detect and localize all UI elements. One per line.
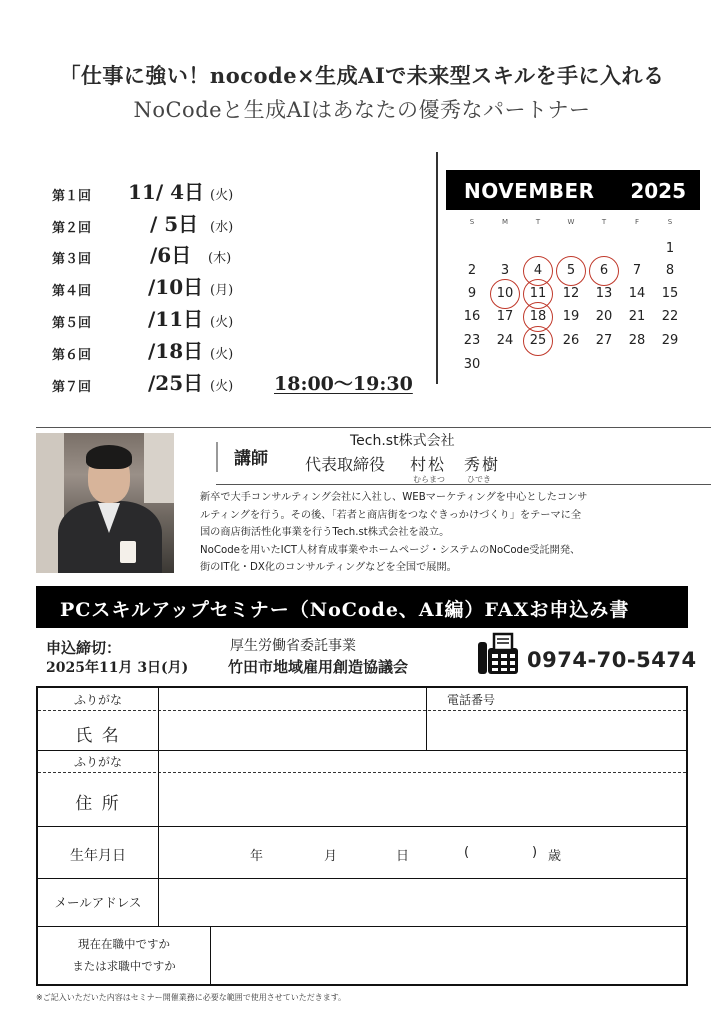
phone-field[interactable] <box>427 711 686 750</box>
calendar-day: 17 <box>496 309 514 324</box>
session-row <box>52 303 432 333</box>
calendar-header <box>446 170 700 210</box>
furigana-label: ふりがな <box>73 755 122 769</box>
session-number: 第６回 <box>52 348 92 363</box>
session-number: 第２回 <box>52 221 92 236</box>
calendar-day: 18 <box>529 309 547 324</box>
calendar-day: 7 <box>632 263 642 278</box>
birth-year-unit: 年 <box>250 849 264 864</box>
divider <box>216 442 218 472</box>
calendar-divider <box>436 152 438 384</box>
session-weekday: (木) <box>208 251 232 266</box>
birthdate-label: 生年月日 <box>70 848 126 864</box>
session-row <box>52 176 432 206</box>
calendar-day: 1 <box>665 241 675 256</box>
session-weekday: (火) <box>210 347 234 362</box>
form-footnote: ※ご記入いただいた内容はセミナー開催業務に必要な範囲で使用させていただきます。 <box>36 993 347 1002</box>
session-number: 第１回 <box>52 189 92 204</box>
application-form <box>36 686 688 986</box>
calendar-day: 23 <box>463 333 481 348</box>
address-field[interactable] <box>159 773 686 826</box>
session-date: /18日 <box>148 339 204 363</box>
calendar-year: 2025 <box>630 179 686 203</box>
birth-day-unit: 日 <box>396 849 410 864</box>
session-row <box>52 239 432 269</box>
instructor-photo <box>36 433 174 573</box>
deadline-date: 2025年11月 3日(月) <box>46 660 189 676</box>
calendar-day: 9 <box>467 286 477 301</box>
session-weekday: (火) <box>210 188 234 203</box>
calendar-day: 6 <box>599 263 609 278</box>
session-row <box>52 271 432 301</box>
address-furigana-field[interactable] <box>159 751 686 772</box>
email-field[interactable] <box>159 879 686 926</box>
employment-field[interactable] <box>211 927 686 986</box>
email-label: メールアドレス <box>54 895 142 910</box>
calendar-day: 29 <box>661 333 679 348</box>
calendar-day: 19 <box>562 309 580 324</box>
deadline-label: 申込締切： <box>46 639 122 657</box>
session-number: 第７回 <box>52 380 92 395</box>
calendar-day: 16 <box>463 309 481 324</box>
weekday-label: S <box>667 218 673 226</box>
fax-machine-icon <box>476 632 520 680</box>
bio-line: 新卒で大手コンサルティング会社に入社し、WEBマーケティングを中心としたコンサ <box>200 492 588 503</box>
session-weekday: (水) <box>210 220 234 235</box>
birth-month-unit: 月 <box>324 849 338 864</box>
instructor-title: 代表取締役 <box>305 455 386 474</box>
calendar-day: 13 <box>595 286 613 301</box>
calendar-day: 30 <box>463 357 481 372</box>
calendar-day: 21 <box>628 309 646 324</box>
fax-banner-title: PCスキルアップセミナー（NoCode、AI編）FAXお申込み書 <box>60 599 630 621</box>
address-label: 住 所 <box>75 794 121 814</box>
calendar-day: 10 <box>496 286 514 301</box>
age-unit: 歳 <box>548 849 562 864</box>
session-date: / 5日 <box>150 212 199 236</box>
session-date: /6日 <box>150 243 192 267</box>
headline: 「仕事に強い！nocode×生成AIで未来型スキルを手に入れる <box>59 63 665 88</box>
name-ruby-family: むらまつ <box>413 475 445 484</box>
fax-banner <box>36 586 688 628</box>
name-ruby-given: ひでき <box>467 475 491 484</box>
session-weekday: (火) <box>210 379 234 394</box>
session-weekday: (月) <box>210 283 234 298</box>
weekday-label: F <box>634 218 640 226</box>
calendar-day: 14 <box>628 286 646 301</box>
calendar-month: NOVEMBER <box>464 179 595 203</box>
subline: NoCodeと生成AIはあなたの優秀なパートナー <box>133 98 591 122</box>
sponsor-name: 竹田市地域雇用創造協議会 <box>228 658 409 676</box>
session-row <box>52 208 432 238</box>
session-date: /25日 <box>148 371 204 395</box>
employment-label: 現在在職中ですか <box>78 937 170 951</box>
session-date: /11日 <box>148 307 204 331</box>
session-number: 第３回 <box>52 252 92 267</box>
weekday-label: T <box>601 218 607 226</box>
fax-number: 0974-70-5474 <box>527 648 697 672</box>
calendar-day: 27 <box>595 333 613 348</box>
age-paren-close: ) <box>532 845 538 860</box>
company-name: Tech.st株式会社 <box>350 433 455 449</box>
calendar-day: 22 <box>661 309 679 324</box>
weekday-label: S <box>469 218 475 226</box>
age-paren-open: ( <box>464 845 470 860</box>
name-field[interactable] <box>159 711 426 750</box>
weekday-label: W <box>567 218 575 226</box>
calendar-day: 11 <box>529 286 547 301</box>
bio-line: 国の商店街活性化事業を行うTech.st株式会社を設立。 <box>200 527 450 539</box>
instructor-name: 村松 秀樹 <box>410 455 501 474</box>
session-number: 第４回 <box>52 284 92 299</box>
weekday-label: M <box>501 218 509 226</box>
session-date: 11/ 4日 <box>128 180 205 204</box>
furigana-label: ふりがな <box>73 693 122 707</box>
calendar-day: 12 <box>562 286 580 301</box>
calendar-day: 28 <box>628 333 646 348</box>
calendar-day: 5 <box>566 263 576 278</box>
name-label: 氏 名 <box>75 726 121 746</box>
bio-line: ルティングを行う。その後、「若者と商店街をつなぐきっかけづくり」をテーマに全 <box>200 509 582 521</box>
instructor-bio <box>200 489 700 577</box>
calendar-day: 15 <box>661 286 679 301</box>
session-number: 第５回 <box>52 316 92 331</box>
calendar-day: 25 <box>529 333 547 348</box>
calendar-day: 3 <box>500 263 510 278</box>
calendar-day: 8 <box>665 263 675 278</box>
bio-line: NoCodeを用いたICT人材育成事業やホームページ・システムのNoCode受託開発、 <box>200 544 581 556</box>
instructor-label: 講師 <box>234 449 268 469</box>
session-time: 18:00～19:30 <box>274 373 413 395</box>
phone-label: 電話番号 <box>446 693 495 707</box>
calendar-day: 26 <box>562 333 580 348</box>
session-weekday: (火) <box>210 315 234 330</box>
bio-line: 街のIT化・DX化のコンサルティングなどを全国で展開。 <box>200 562 457 574</box>
calendar-day: 2 <box>467 263 477 278</box>
form-line <box>38 826 686 827</box>
calendar-day: 20 <box>595 309 613 324</box>
sponsor-line: 厚生労働省委託事業 <box>230 638 356 654</box>
session-row <box>52 335 432 365</box>
session-date: /10日 <box>148 275 204 299</box>
calendar-day: 24 <box>496 333 514 348</box>
divider <box>36 427 711 428</box>
weekday-label: T <box>535 218 541 226</box>
divider <box>216 484 711 485</box>
employment-label: または求職中ですか <box>72 959 176 973</box>
calendar-day: 4 <box>533 263 543 278</box>
